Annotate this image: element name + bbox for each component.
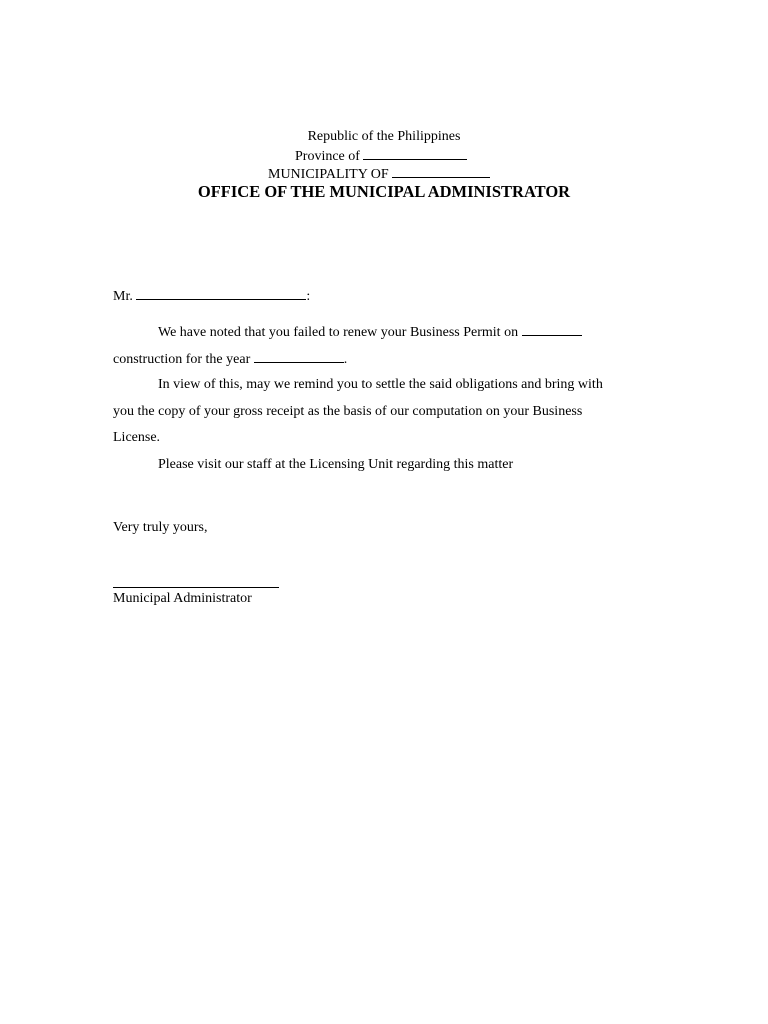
p1-line2-text: construction for the year <box>113 352 251 367</box>
p1-line2-end: . <box>343 352 348 367</box>
paragraph-3-line-1 <box>158 457 513 473</box>
paragraph-2-line-1 <box>158 377 603 393</box>
paragraph-2-line-3 <box>113 430 160 446</box>
paragraph-1-line-1 <box>158 323 582 341</box>
header-municipality <box>268 165 490 183</box>
province-label: Province of <box>295 149 360 164</box>
municipality-label: MUNICIPALITY OF <box>268 167 389 182</box>
p2-line2-text: you the copy of your gross receipt as the basis of our computation on your Business <box>113 404 583 419</box>
permit-date-blank <box>522 323 582 336</box>
header-province <box>295 147 467 165</box>
addressee-blank <box>136 287 306 300</box>
office-title-text: OFFICE OF THE MUNICIPAL ADMINISTRATOR <box>197 182 571 201</box>
closing <box>113 520 208 536</box>
republic-text: Republic of the Philippines <box>307 129 461 144</box>
salutation <box>113 287 310 305</box>
municipality-blank <box>392 165 490 178</box>
year-blank <box>254 350 344 363</box>
p2-line1-text: In view of this, may we remind you to settle the said obligations and bring with <box>158 377 603 392</box>
signatory-title-text: Municipal Administrator <box>113 591 252 606</box>
p3-line1-text: Please visit our staff at the Licensing Unit regarding this matter <box>158 457 514 472</box>
header-republic <box>0 129 768 145</box>
p1-line1-text: We have noted that you failed to renew your Business Permit on <box>158 325 519 340</box>
p2-line3-text: License. <box>113 430 161 445</box>
paragraph-2-line-2 <box>113 404 582 420</box>
province-blank <box>363 147 467 160</box>
signature-line <box>113 587 279 588</box>
paragraph-1-line-2 <box>113 350 347 368</box>
office-title <box>0 183 768 201</box>
salutation-suffix: : <box>306 289 311 304</box>
closing-text: Very truly yours, <box>113 520 208 535</box>
salutation-prefix: Mr. <box>113 289 133 304</box>
signatory-title <box>113 591 252 607</box>
